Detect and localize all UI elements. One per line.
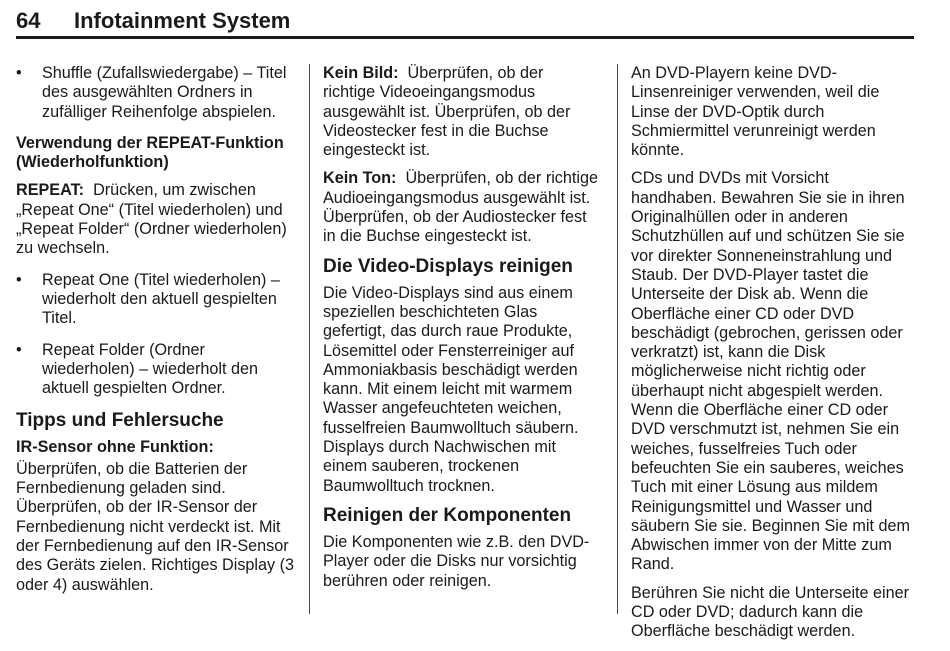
repeat-text: Drücken, um zwischen „Repeat One“ (Titel wiederholen) und „Repeat Folder“ (Ordner wiederholen) zu wechseln. [16, 181, 287, 258]
list-item-text: Repeat Folder (Ordner wiederholen) – wiederholt den aktuell gespielten Ordner. [42, 340, 258, 398]
no-sound-paragraph [323, 169, 599, 246]
column-divider [617, 64, 618, 614]
column-divider [309, 64, 310, 614]
section-heading: IR-Sensor ohne Funktion: [16, 438, 214, 457]
page-header [16, 8, 914, 36]
no-sound-text: Überprüfen, ob der richtige Audioeingangsmodus ausgewählt ist. Überprüfen, ob der Audiostecker fest in die Buchse eingesteckt ist. [323, 169, 598, 246]
page-title: Infotainment System [74, 8, 291, 33]
list-item-text: Repeat One (Titel wiederholen) – wiederholt den aktuell gespielten Titel. [42, 270, 280, 328]
column-left [16, 64, 298, 604]
paragraph: Überprüfen, ob die Batterien der Fernbedienung geladen sind. Überprüfen, ob der IR-Sensor der Fernbedienung nicht verdeckt ist. Mit der Fernbedienung auf den IR-Sensor des Geräts zielen. Richtiges Display (3 oder 4) auswählen. [16, 459, 295, 594]
no-picture-paragraph [323, 64, 599, 160]
no-picture-label: Kein Bild: [323, 64, 399, 82]
list-item [16, 271, 298, 329]
section-title: Tipps und Fehlersuche [16, 410, 224, 432]
bullet-icon: • [16, 340, 22, 359]
repeat-label: REPEAT: [16, 181, 85, 200]
column-middle [323, 64, 599, 600]
bullet-icon: • [16, 64, 22, 82]
list-item [16, 64, 298, 122]
repeat-paragraph [16, 181, 298, 258]
list-item-text: Shuffle (Zufallswiedergabe) – Titel des ausgewählten Ordners in zufälliger Reihenfolge abspielen. [42, 64, 287, 121]
paragraph: Die Video-Displays sind aus einem speziellen beschichteten Glas gefertigt, das durch raue Produkte, Lösemittel oder Fensterreiniger auf Ammoniakbasis beschädigt werden kann. Mit einem leicht mit warmem Wasser angefeuchteten weichen, fusselfreien Baumwolltuch säubern. Displays durch Nachwischen mit einem sauberen, trockenen Baumwolltuch trocknen. [323, 283, 579, 495]
no-sound-label: Kein Ton: [323, 169, 397, 188]
paragraph: Berühren Sie nicht die Unterseite einer CD oder DVD; dadurch kann die Oberfläche beschädigt werden. [631, 583, 910, 641]
list-item [16, 341, 298, 399]
column-right [631, 64, 916, 651]
paragraph: Die Komponenten wie z.B. den DVD-Player oder die Disks nur vorsichtig berühren oder reinigen. [323, 532, 590, 590]
no-picture-text: Überprüfen, ob der richtige Videoeingangsmodus ausgewählt ist. Überprüfen, ob der Videostecker fest in die Buchse eingesteckt ist. [323, 64, 571, 160]
header-rule [16, 36, 914, 39]
section-heading: Verwendung der REPEAT-Funktion (Wiederholfunktion) [16, 133, 284, 172]
page-number: 64 [16, 8, 41, 33]
paragraph: CDs und DVDs mit Vorsicht handhaben. Bewahren Sie sie in ihren Originalhüllen oder in anderen Schutzhüllen auf und schützen Sie sie vor direkter Sonneneinstrahlung und Staub. Der DVD-Player tastet die Unterseite der Disk ab. Wenn die Oberfläche einer CD oder DVD beschädigt (gebrochen, gerissen oder verkratzt) ist, kann die Disk möglicherweise nicht richtig oder überhaupt nicht abgespielt werden. Wenn die Oberfläche einer CD oder DVD verschmutzt ist, nehmen Sie ein weiches, fusselfreies Tuch oder befeuchten Sie ein sauberes, weiches Tuch mit einer Lösung aus mildem Reinigungsmittel und Wasser und säubern Sie sie. Beginnen Sie mit dem Abwischen immer von der Mitte zum Rand. [631, 169, 910, 574]
paragraph: An DVD-Playern keine DVD-Linsenreiniger verwenden, weil die Linse der DVD-Optik durch Schmiermittel verunreinigt werden könnte. [631, 64, 880, 160]
bullet-icon: • [16, 270, 22, 289]
section-title: Reinigen der Komponenten [323, 504, 572, 526]
section-title: Die Video-Displays reinigen [323, 255, 573, 277]
